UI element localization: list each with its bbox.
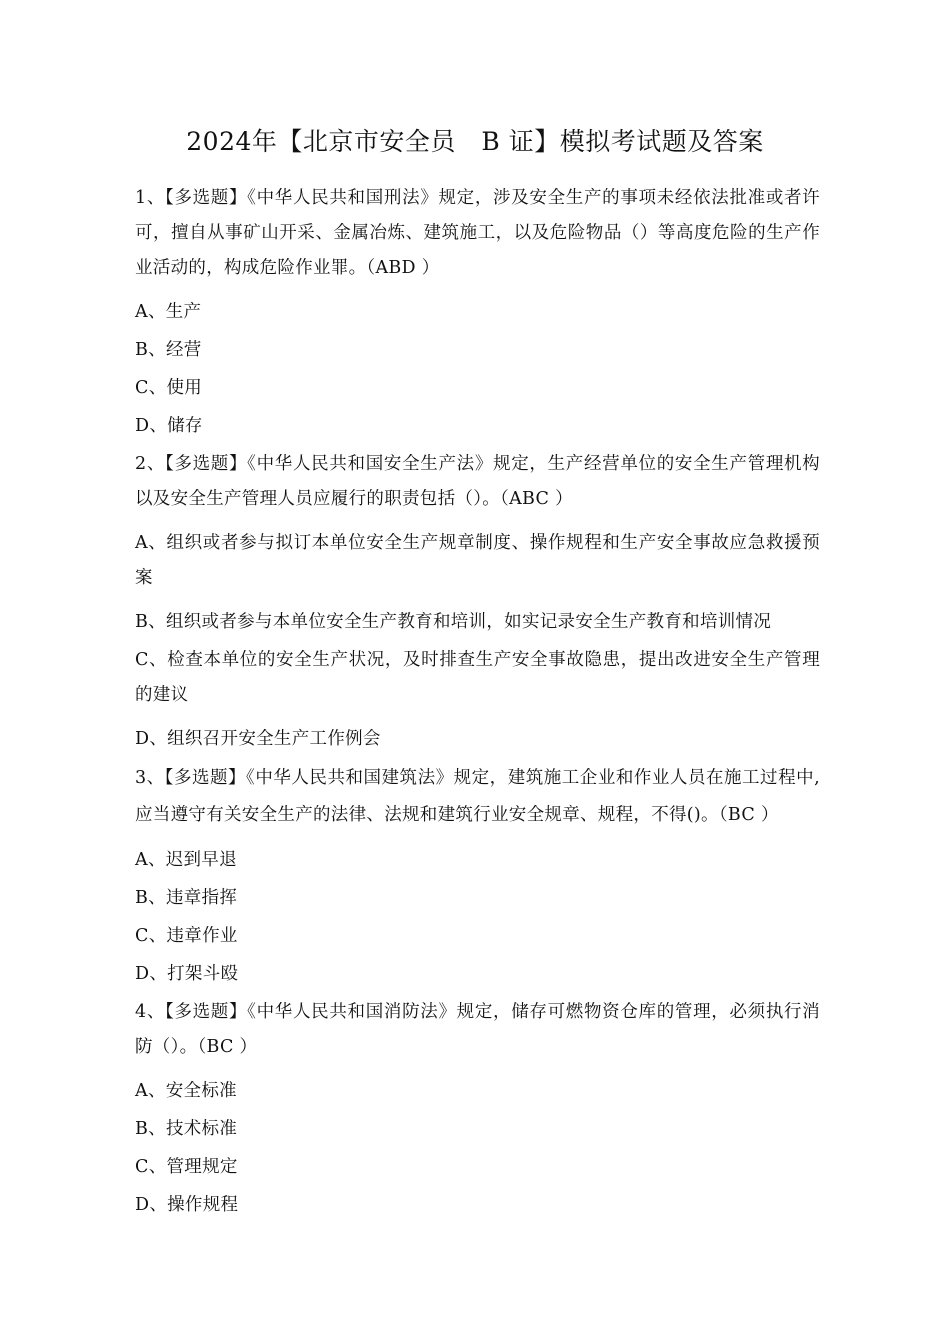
question-list [135, 181, 820, 1226]
option-b: B、经营 [135, 340, 202, 360]
question-block-4 [135, 995, 820, 1223]
question-text: 2、【多选题】《中华人民共和国安全生产法》规定，生产经营单位的安全生产管理机构以及安全生产管理人员应履行的职责包括（）。（ABC ） [135, 454, 820, 509]
option-b: B、组织或者参与本单位安全生产教育和培训，如实记录安全生产教育和培训情况 [135, 612, 772, 632]
option-c: C、检查本单位的安全生产状况，及时排查生产安全事故隐患，提出改进安全生产管理的建议 [135, 650, 820, 705]
question-block-3 [135, 760, 820, 992]
question-block-2 [135, 447, 820, 757]
option-d: D、储存 [135, 416, 203, 436]
option-c: C、违章作业 [135, 926, 238, 946]
option-a: A、生产 [135, 302, 202, 322]
option-a: A、安全标准 [135, 1081, 237, 1101]
document-title: 2024年【北京市安全员 B 证】模拟考试题及答案 [186, 127, 764, 156]
option-a: A、迟到早退 [135, 850, 237, 870]
option-a: A、组织或者参与拟订本单位安全生产规章制度、操作规程和生产安全事故应急救援预案 [135, 533, 820, 588]
option-d: D、打架斗殴 [135, 964, 239, 984]
question-text: 1、【多选题】《中华人民共和国刑法》规定，涉及安全生产的事项未经依法批准或者许可，擅自从事矿山开采、金属冶炼、建筑施工，以及危险物品（）等高度危险的生产作业活动的，构成危险作业罪。（ABD ） [135, 188, 820, 278]
option-b: B、技术标准 [135, 1119, 238, 1139]
option-d: D、操作规程 [135, 1195, 239, 1215]
option-b: B、违章指挥 [135, 888, 238, 908]
option-c: C、管理规定 [135, 1157, 238, 1177]
option-c: C、使用 [135, 378, 203, 398]
option-d: D、组织召开安全生产工作例会 [135, 729, 381, 749]
question-block-1 [135, 181, 820, 444]
question-text: 3、【多选题】《中华人民共和国建筑法》规定，建筑施工企业和作业人员在施工过程中,应当遵守有关安全生产的法律、法规和建筑行业安全规章、规程，不得()。（BC ） [135, 768, 820, 825]
question-text: 4、【多选题】《中华人民共和国消防法》规定，储存可燃物资仓库的管理，必须执行消防（）。（BC ） [135, 1002, 820, 1057]
